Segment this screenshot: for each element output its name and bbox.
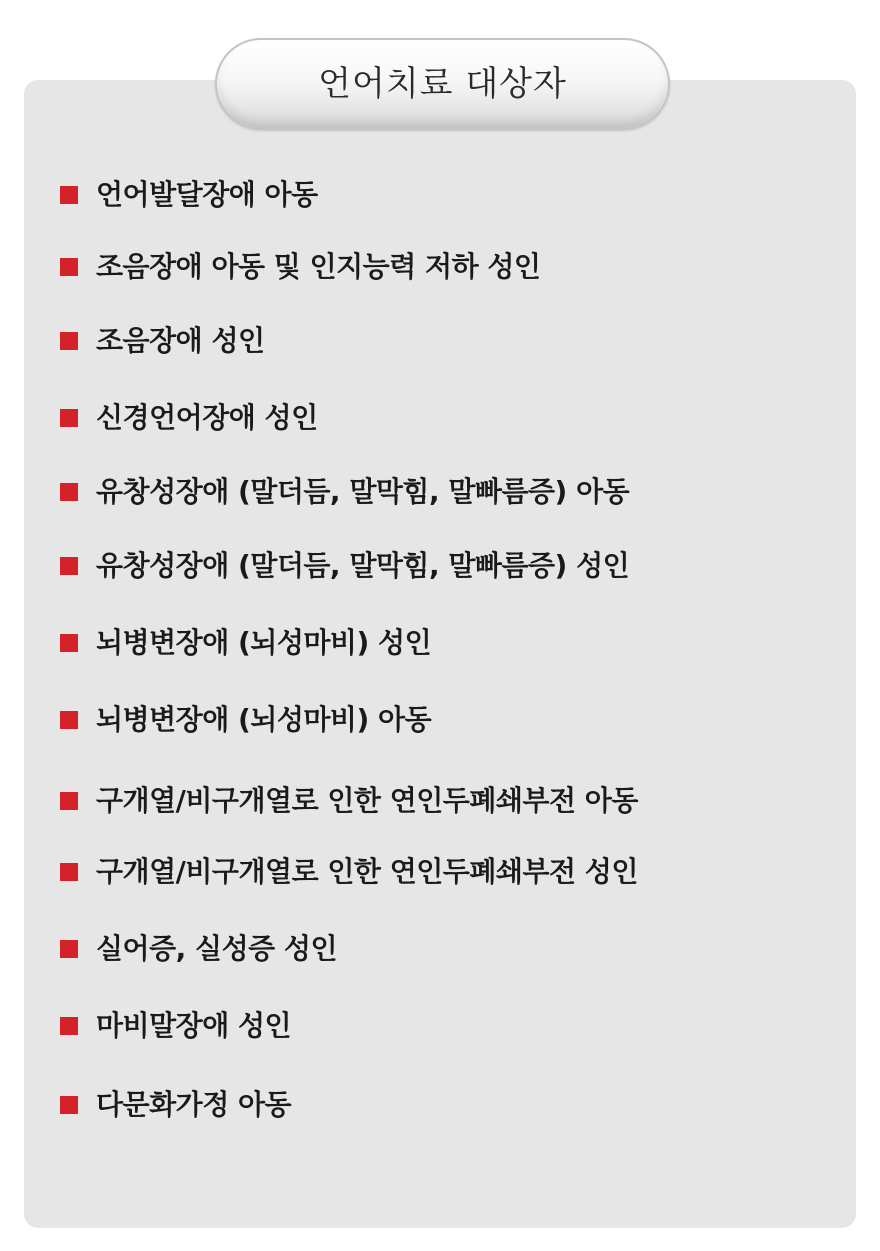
list-item: [60, 175, 318, 215]
list-item: [60, 472, 629, 512]
list-item: [60, 700, 431, 740]
list-item: [60, 247, 540, 287]
square-bullet-icon: [60, 711, 78, 729]
list-item-label: 조음장애 성인: [96, 324, 265, 357]
list-item-label: 다문화가정 아동: [96, 1088, 292, 1121]
list-item-label: 마비말장애 성인: [96, 1009, 292, 1042]
list-item: [60, 929, 337, 969]
list-item-label: 신경언어장애 성인: [96, 401, 318, 434]
square-bullet-icon: [60, 1096, 78, 1114]
square-bullet-icon: [60, 186, 78, 204]
square-bullet-icon: [60, 940, 78, 958]
list-item: [60, 1085, 291, 1125]
list-item-label: 구개열/비구개열로 인한 연인두폐쇄부전 아동: [96, 784, 638, 817]
list-item-label: 유창성장애 (말더듬, 말막힘, 말빠름증) 아동: [96, 475, 630, 508]
square-bullet-icon: [60, 409, 78, 427]
square-bullet-icon: [60, 634, 78, 652]
square-bullet-icon: [60, 1017, 78, 1035]
list-item-label: 조음장애 아동 및 인지능력 저하 성인: [96, 250, 541, 283]
square-bullet-icon: [60, 792, 78, 810]
square-bullet-icon: [60, 258, 78, 276]
list-item: [60, 321, 265, 361]
square-bullet-icon: [60, 332, 78, 350]
list-item-label: 뇌병변장애 (뇌성마비) 아동: [96, 703, 432, 736]
list-item-label: 언어발달장애 아동: [96, 178, 318, 211]
list-item-label: 구개열/비구개열로 인한 연인두폐쇄부전 성인: [96, 855, 638, 888]
list-item: [60, 623, 431, 663]
list-item: [60, 1006, 291, 1046]
list-item-label: 유창성장애 (말더듬, 말막힘, 말빠름증) 성인: [96, 549, 630, 582]
section-title: 언어치료 대상자: [318, 64, 567, 104]
list-item-label: 뇌병변장애 (뇌성마비) 성인: [96, 626, 432, 659]
square-bullet-icon: [60, 483, 78, 501]
square-bullet-icon: [60, 863, 78, 881]
list-item: [60, 398, 318, 438]
list-item: [60, 852, 638, 892]
list-item-label: 실어증, 실성증 성인: [96, 932, 338, 965]
list-item: [60, 546, 629, 586]
list-item: [60, 781, 638, 821]
square-bullet-icon: [60, 557, 78, 575]
